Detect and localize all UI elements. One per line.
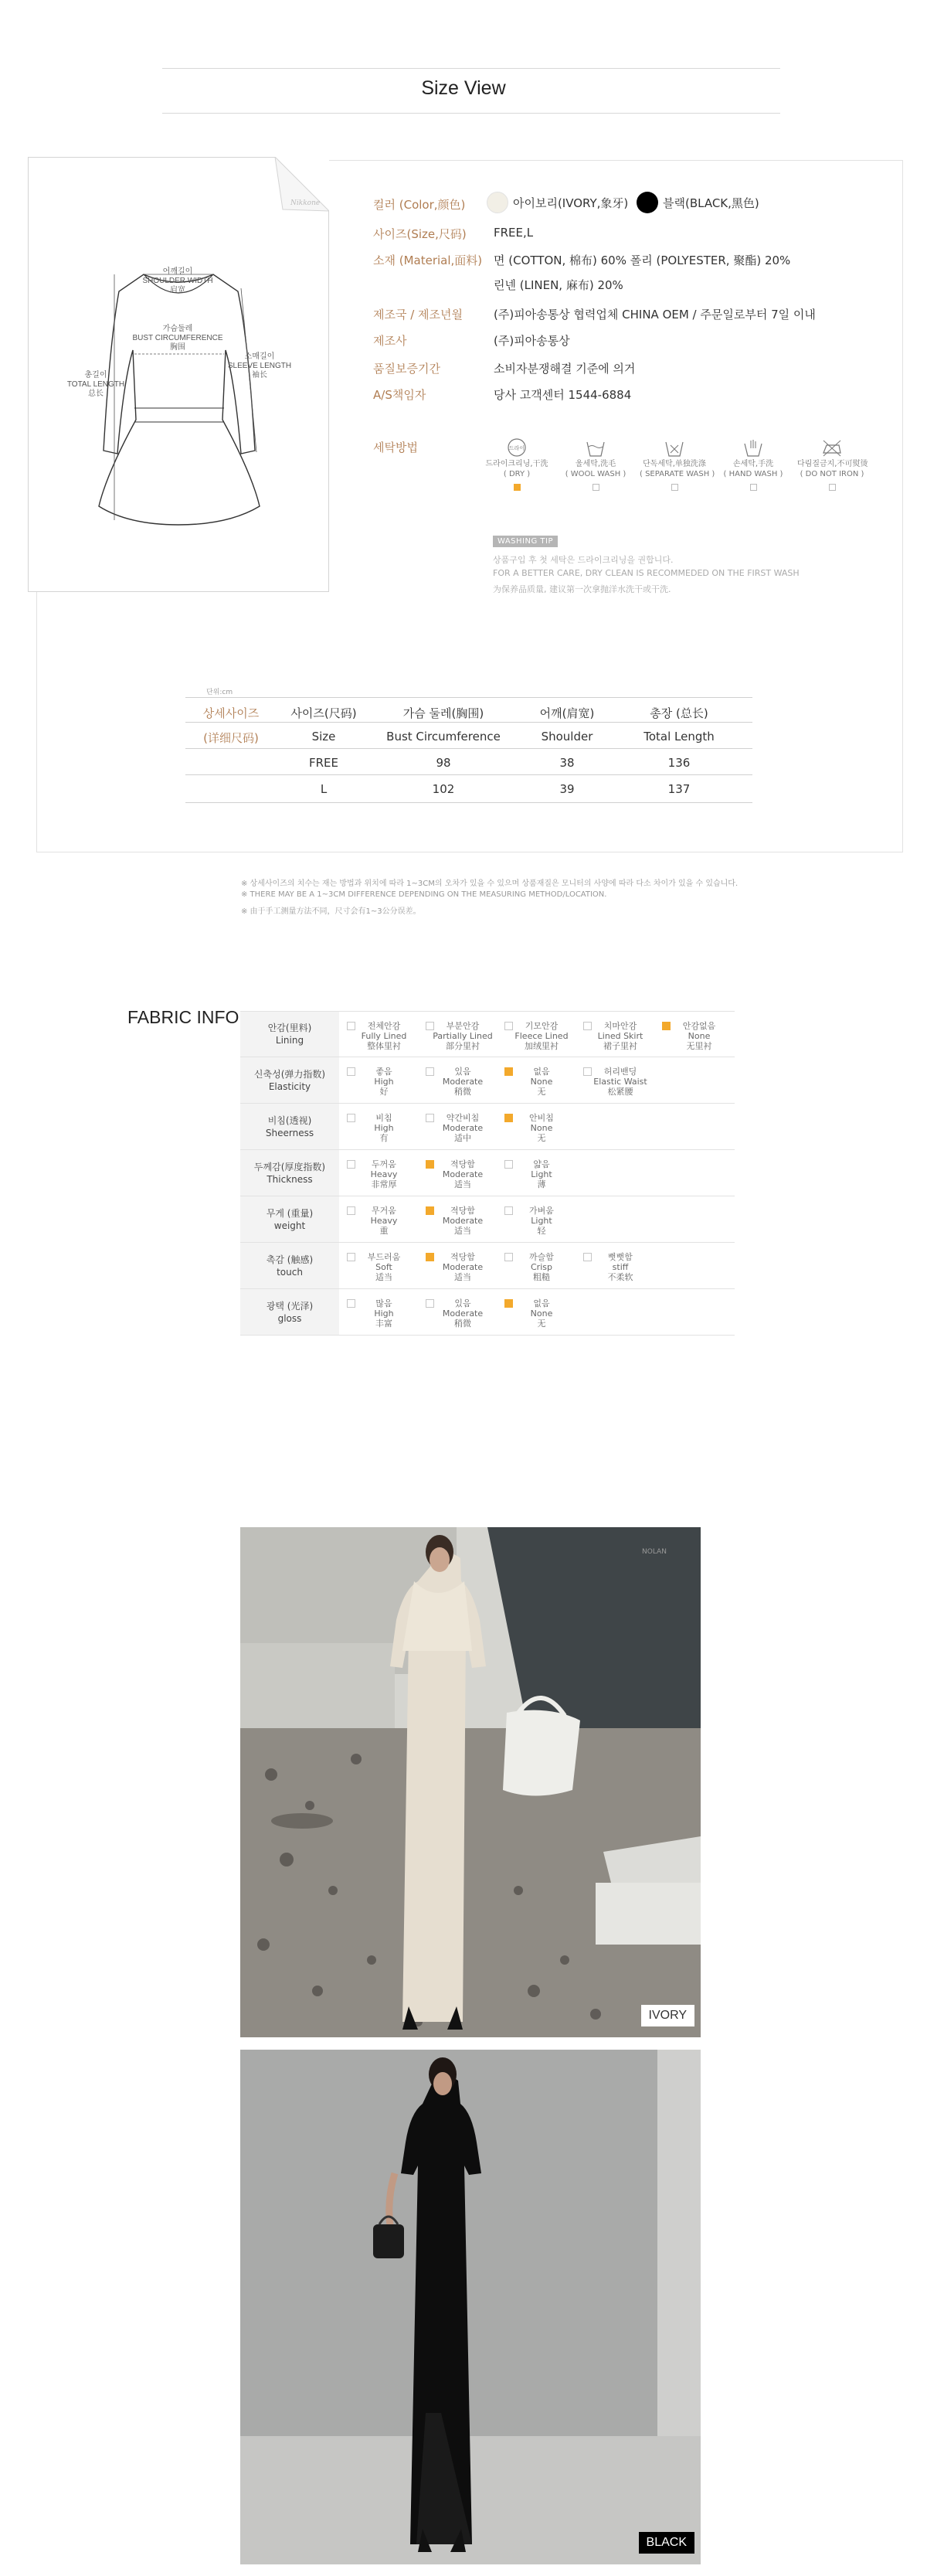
note-ko: ※ 상세사이즈의 치수는 재는 방법과 위치에 따라 1~3CM의 오차가 있을 수 있으며 상품재질은 모니터의 사양에 따라 다소 차이가 있을 수 있습니다. — [241, 880, 739, 888]
care-dry-check[interactable] — [514, 484, 521, 491]
fabric-option-label: 整体里衬 — [367, 1041, 401, 1051]
table-row: 136 — [667, 756, 691, 770]
fabric-option-label: 두꺼움 — [372, 1159, 396, 1169]
fabric-option-label: 적당함 — [450, 1206, 475, 1216]
fabric-option-label: Light — [531, 1216, 552, 1226]
fabric-checkbox[interactable] — [504, 1160, 513, 1169]
fabric-checkbox[interactable] — [347, 1253, 355, 1261]
fabric-checkbox[interactable] — [347, 1206, 355, 1215]
fabric-option-label: 无 — [537, 1087, 546, 1097]
fabric-row-header — [240, 1057, 339, 1103]
fabric-option — [418, 1057, 497, 1103]
fabric-option-label: 있음 — [454, 1067, 471, 1077]
fabric-row — [240, 1150, 735, 1196]
note-cn: ※ 由于手工测量方法不同，尺寸会有1~3公分误差。 — [241, 907, 421, 916]
fabric-option-label: Moderate — [442, 1123, 484, 1133]
fabric-checkbox[interactable] — [583, 1253, 592, 1261]
fabric-row — [240, 1196, 735, 1243]
fabric-option — [418, 1196, 497, 1242]
fabric-option — [576, 1012, 654, 1057]
fabric-option-label: Moderate — [442, 1077, 484, 1087]
fabric-checkbox[interactable] — [504, 1067, 513, 1076]
fabric-option — [418, 1289, 497, 1335]
shoulder-label: 어깨길이 SHOULDER WIDTH 肩宽 — [142, 267, 213, 294]
fabric-option-label: 薄 — [537, 1179, 546, 1189]
note-en: ※ THERE MAY BE A 1~3CM DIFFERENCE DEPENDING ON THE MEASURING METHOD/LOCATION. — [241, 890, 607, 899]
fabric-checkbox[interactable] — [426, 1022, 434, 1030]
fabric-option — [497, 1150, 576, 1196]
washing-tip-en: FOR A BETTER CARE, DRY CLEAN IS RECOMMEDED ON THE FIRST WASH — [493, 568, 800, 578]
fabric-option-label: 많음 — [375, 1298, 392, 1308]
fabric-option-label: 裙子里衬 — [603, 1041, 637, 1051]
black-swatch — [637, 192, 658, 213]
table-row: L — [320, 782, 328, 796]
fabric-option — [497, 1104, 576, 1149]
table-line-head — [185, 748, 752, 749]
fabric-option-label: High — [374, 1123, 394, 1133]
fabric-checkbox[interactable] — [426, 1299, 434, 1308]
fabric-row — [240, 1104, 735, 1150]
fabric-option-label: Light — [531, 1169, 552, 1179]
fabric-option-label: 기모안감 — [525, 1021, 559, 1031]
fabric-checkbox[interactable] — [426, 1067, 434, 1076]
table-header-cn: (详细尺码) — [203, 731, 259, 745]
fabric-option-label: 好 — [379, 1087, 389, 1097]
fabric-option-label: 适中 — [454, 1133, 471, 1143]
ivory-color-name: 아이보리(IVORY,象牙) — [513, 196, 629, 210]
black-photo-image — [240, 2050, 701, 2564]
wool-wash-icon — [584, 437, 607, 458]
fabric-header-ko: 두께감(厚度指数) — [253, 1161, 326, 1172]
fabric-option-label: 부드러움 — [367, 1252, 401, 1262]
fabric-option — [339, 1150, 418, 1196]
hand-wash-icon — [742, 437, 765, 458]
table-line-row — [185, 774, 752, 775]
table-line-bottom — [185, 802, 752, 803]
fabric-option-label: Fleece Lined — [514, 1031, 569, 1041]
fabric-option-label: 松紧腰 — [607, 1087, 633, 1097]
fabric-header-ko: 촉감 (触感) — [266, 1254, 314, 1265]
fabric-option-label: 까슬함 — [529, 1252, 554, 1262]
fabric-option — [497, 1243, 576, 1288]
table-row: 102 — [432, 782, 455, 796]
fabric-option-label: Moderate — [442, 1216, 484, 1226]
fabric-checkbox[interactable] — [347, 1114, 355, 1122]
fabric-checkbox[interactable] — [662, 1022, 671, 1030]
black-photo — [240, 2050, 701, 2564]
fabric-option-label: Moderate — [442, 1308, 484, 1319]
size-unit: 단위:cm — [206, 689, 233, 696]
care-hand: 손세탁,手洗 ( HAND WASH ) — [718, 437, 788, 491]
fabric-option-label: High — [374, 1308, 394, 1319]
fabric-option-label: 有 — [379, 1133, 389, 1143]
dry-clean-icon — [505, 437, 528, 458]
table-header-ko: 상세사이즈 — [202, 706, 260, 720]
fabric-option-label: 适当 — [454, 1226, 471, 1236]
care-wool: 울세탁,洗毛 ( WOOL WASH ) — [561, 437, 630, 491]
fabric-row — [240, 1289, 735, 1336]
fabric-option-label: 허리밴딩 — [603, 1067, 637, 1077]
fabric-option — [339, 1012, 418, 1057]
table-row: 39 — [559, 782, 575, 796]
fabric-option — [497, 1057, 576, 1103]
fabric-row — [240, 1243, 735, 1289]
fabric-checkbox[interactable] — [426, 1114, 434, 1122]
fabric-option — [339, 1196, 418, 1242]
fabric-option — [497, 1289, 576, 1335]
separate-wash-icon — [663, 437, 686, 458]
fabric-option-label: 없음 — [533, 1298, 550, 1308]
fabric-option — [497, 1012, 576, 1057]
fabric-option-label: Moderate — [442, 1169, 484, 1179]
fabric-option-label: 뻣뻣함 — [608, 1252, 633, 1262]
fabric-checkbox[interactable] — [583, 1022, 592, 1030]
fabric-option-label: None — [530, 1123, 553, 1133]
ivory-photo — [240, 1527, 701, 2037]
fabric-checkbox[interactable] — [426, 1206, 434, 1215]
fabric-checkbox[interactable] — [426, 1160, 434, 1169]
ivory-tag: IVORY — [641, 2005, 695, 2026]
fabric-row — [240, 1011, 735, 1057]
care-separate: 단독세탁,单独洗涤 ( SEPARATE WASH ) — [640, 437, 709, 491]
fabric-option — [576, 1057, 654, 1103]
divider-bottom — [162, 113, 780, 114]
care-dry: 드라이 드라이크리닝,干洗 ( DRY ) — [482, 437, 552, 491]
fabric-info-title: FABRIC INFO — [127, 1007, 239, 1027]
fabric-option-label: 있음 — [454, 1298, 471, 1308]
black-tag: BLACK — [639, 2532, 694, 2554]
fabric-checkbox[interactable] — [504, 1114, 513, 1122]
fabric-row-header — [240, 1012, 339, 1057]
fabric-checkbox[interactable] — [504, 1253, 513, 1261]
fabric-table — [240, 1011, 735, 1336]
fabric-option — [339, 1104, 418, 1149]
washing-tip-badge: WASHING TIP — [493, 536, 558, 547]
fabric-header-ko: 안감(里料) — [267, 1023, 312, 1033]
fabric-option-label: Partially Lined — [433, 1031, 493, 1041]
fabric-option-label: 가벼움 — [529, 1206, 554, 1216]
fabric-option-label: 얇음 — [533, 1159, 550, 1169]
fabric-option — [418, 1104, 497, 1149]
fabric-option-label: 非常厚 — [371, 1179, 397, 1189]
total-length-label: 총길이 TOTAL LENGTH 总长 — [66, 371, 125, 398]
fabric-option-label: 丰富 — [375, 1319, 392, 1329]
fabric-checkbox[interactable] — [347, 1160, 355, 1169]
fabric-checkbox[interactable] — [504, 1022, 513, 1030]
fabric-option-label: 无 — [537, 1319, 546, 1329]
fabric-option-label: Heavy — [370, 1216, 398, 1226]
care-separate-check[interactable] — [671, 484, 678, 491]
table-line-top — [185, 697, 752, 698]
fabric-option-label: 비침 — [375, 1113, 392, 1123]
fabric-option-label: 안감없음 — [682, 1021, 716, 1031]
fabric-checkbox[interactable] — [504, 1299, 513, 1308]
svg-text:드라이: 드라이 — [508, 445, 525, 451]
fabric-option-label: 适当 — [375, 1272, 392, 1282]
fabric-option-label: 无 — [537, 1133, 546, 1143]
care-iron: 다림질금지,不可熨烫 ( DO NOT IRON ) — [797, 437, 867, 491]
col-shoulder-ko: 어깨(肩宽) — [539, 706, 595, 720]
fabric-option-label: 稍微 — [454, 1319, 471, 1329]
fabric-option-label: 稍微 — [454, 1087, 471, 1097]
do-not-iron-icon — [820, 437, 844, 458]
fabric-option-label: 전체안감 — [367, 1021, 401, 1031]
fabric-option-label: 适当 — [454, 1272, 471, 1282]
fabric-option-label: None — [530, 1077, 553, 1087]
col-length-ko: 총장 (总长) — [650, 706, 708, 720]
fabric-row-header — [240, 1104, 339, 1149]
fabric-row-header — [240, 1243, 339, 1288]
svg-text:Nikkone: Nikkone — [290, 199, 321, 207]
fabric-option-label: Elastic Waist — [593, 1077, 647, 1087]
fabric-option-label: stiff — [612, 1262, 629, 1272]
fabric-header-en: Lining — [275, 1035, 304, 1046]
fabric-option — [418, 1243, 497, 1288]
fabric-option-label: 좋음 — [375, 1067, 392, 1077]
fabric-option-label: 轻 — [537, 1226, 546, 1236]
fabric-checkbox[interactable] — [426, 1253, 434, 1261]
fabric-option-label: 적당함 — [450, 1252, 475, 1262]
fabric-option-label: 不柔软 — [607, 1272, 633, 1282]
fabric-option-label: Moderate — [442, 1262, 484, 1272]
fabric-option — [497, 1196, 576, 1242]
sleeve-length-label: 소매길이 SLEEVE LENGTH 袖长 — [227, 352, 292, 379]
fabric-option — [654, 1012, 733, 1057]
fabric-option — [339, 1057, 418, 1103]
fabric-option-label: 无里衬 — [686, 1041, 712, 1051]
fabric-option — [339, 1243, 418, 1288]
fabric-option-label: 粗糙 — [533, 1272, 550, 1282]
fabric-checkbox[interactable] — [347, 1067, 355, 1076]
fabric-option — [576, 1243, 654, 1288]
fabric-option-label: 适当 — [454, 1179, 471, 1189]
col-length-en: Total Length — [643, 730, 715, 744]
fabric-option-label: 치마안감 — [603, 1021, 637, 1031]
care-hand-check[interactable] — [750, 484, 757, 491]
bust-label: 가슴둘레 BUST CIRCUMFERENCE 胸围 — [132, 325, 223, 352]
fabric-option-label: 무거움 — [372, 1206, 396, 1216]
col-bust-en: Bust Circumference — [386, 730, 501, 744]
divider-top — [162, 68, 780, 69]
fabric-row-header — [240, 1150, 339, 1196]
fabric-header-ko: 광택 (光泽) — [266, 1300, 314, 1312]
fabric-option-label: Heavy — [370, 1169, 398, 1179]
fabric-row-header — [240, 1196, 339, 1242]
col-size-en: Size — [311, 730, 336, 744]
table-row: FREE — [308, 756, 338, 770]
fabric-option-label: 부분안감 — [446, 1021, 480, 1031]
fabric-header-en: weight — [273, 1220, 306, 1231]
fabric-option-label: 적당함 — [450, 1159, 475, 1169]
black-color-name: 블랙(BLACK,黑色) — [663, 196, 759, 210]
fabric-option-label: Lined Skirt — [597, 1031, 643, 1041]
fabric-checkbox[interactable] — [504, 1206, 513, 1215]
fabric-checkbox[interactable] — [347, 1299, 355, 1308]
table-row: 38 — [559, 756, 575, 770]
washing-tip-ko: 상품구입 후 첫 세탁은 드라이크리닝을 권합니다. — [493, 555, 674, 565]
fabric-option-label: 안비침 — [529, 1113, 554, 1123]
fabric-header-en: touch — [277, 1266, 303, 1278]
fabric-option-label: 部分里衬 — [446, 1041, 480, 1051]
fabric-header-en: Thickness — [267, 1173, 313, 1185]
fabric-option-label: Crisp — [531, 1262, 552, 1272]
fabric-checkbox[interactable] — [347, 1022, 355, 1030]
fabric-header-en: Elasticity — [268, 1080, 311, 1092]
table-row: 98 — [436, 756, 451, 770]
ivory-swatch — [487, 192, 508, 213]
fabric-option-label: 加绒里衬 — [525, 1041, 559, 1051]
fabric-option — [339, 1289, 418, 1335]
care-iron-check[interactable] — [829, 484, 836, 491]
fabric-option — [418, 1150, 497, 1196]
ivory-photo-image — [240, 1527, 701, 2037]
fabric-row — [240, 1057, 735, 1104]
fabric-option-label: 없음 — [533, 1067, 550, 1077]
fabric-option-label: Soft — [375, 1262, 392, 1272]
fabric-checkbox[interactable] — [583, 1067, 592, 1076]
fabric-header-ko: 비침(透视) — [267, 1114, 312, 1126]
svg-text:NOLAN: NOLAN — [642, 1548, 667, 1556]
fabric-option — [418, 1012, 497, 1057]
fabric-header-en: gloss — [277, 1312, 302, 1324]
care-wool-check[interactable] — [593, 484, 599, 491]
col-shoulder-en: Shoulder — [541, 730, 593, 744]
table-line-mid — [185, 722, 752, 723]
table-row: 137 — [667, 782, 691, 796]
fabric-header-ko: 신축성(弹力指数) — [253, 1068, 326, 1080]
fabric-option-label: 약간비침 — [446, 1113, 480, 1123]
fabric-option-label: Fully Lined — [361, 1031, 407, 1041]
fabric-header-ko: 무게 (重量) — [266, 1207, 314, 1219]
fabric-option-label: High — [374, 1077, 394, 1087]
fabric-option-label: None — [530, 1308, 553, 1319]
fabric-option-label: None — [688, 1031, 711, 1041]
washing-tip-cn: 为保养品质量, 建议第一次拿抛洋水洗干或干洗. — [493, 584, 671, 594]
col-bust-ko: 가슴 둘레(胸围) — [402, 706, 484, 720]
fabric-option-label: 重 — [379, 1226, 389, 1236]
col-size-ko: 사이즈(尺码) — [290, 706, 357, 720]
size-view-title: Size View — [421, 77, 506, 99]
fabric-header-en: Sheerness — [265, 1127, 314, 1138]
fabric-row-header — [240, 1289, 339, 1335]
